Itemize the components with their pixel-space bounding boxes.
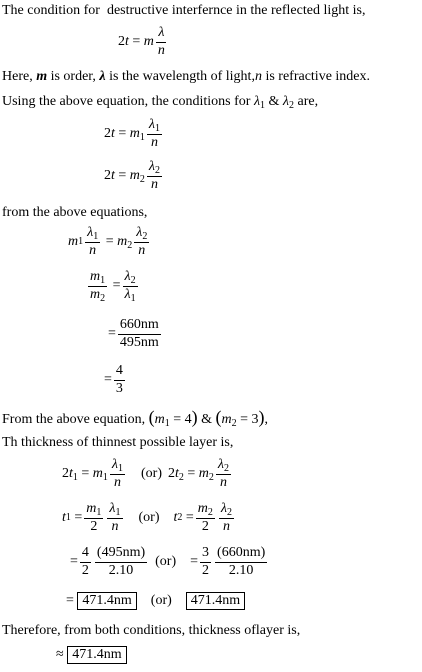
conditions-intro: Using the above equation, the conditions for $\lambda_1$ & $\lambda_2$ are, <box>2 94 319 111</box>
equation-equal: m 1 $\frac{\lambda_1}{n}$ = $m_2$ $\frac{\lambda_2}{n}$ <box>68 225 148 258</box>
condition-statement: The condition for destructive interfernce in the reflected light is, <box>2 3 366 18</box>
final-answer: ≈ 471.4nm <box>56 646 127 664</box>
definitions-text: Here, m is order, λ is the wavelength of light,n is refractive index. <box>2 69 371 84</box>
conclusion-text: Therefore, from both conditions, thickness oflayer is, <box>2 623 301 638</box>
final-answer-box: 471.4nm <box>67 646 126 664</box>
equation-main: 2t = m $\frac{\lambda}{n}$ <box>118 25 165 58</box>
equation-thickness-both: $2t_1 = m_1$ $\frac{\lambda_1}{n}$ (or) $2t_2 = m_2$ $\frac{\lambda_2}{n}$ <box>62 457 229 490</box>
result-box-2: 471.4nm <box>186 592 245 610</box>
equation-lambda2: $2t = m_2$ $\frac{\lambda_2}{n}$ <box>104 159 160 192</box>
thinnest-layer-text: Th thickness of thinnest possible layer is, <box>2 435 234 450</box>
equation-substitution: = $\frac{4}{2}$ $\frac{(495nm)}{2.10}$ (or) = $\frac{3}{2}$ $\frac{(660nm)}{2.10}$ <box>70 545 266 578</box>
from-equations-text: from the above equations, <box>2 205 148 220</box>
equation-ratio: $\frac{m_1}{m_2}$ = $\frac{\lambda_2}{\lambda_1}$ <box>90 269 136 304</box>
equation-four-thirds: = $\frac{4}{3}$ <box>104 363 123 396</box>
result-box-1: 471.4nm <box>77 592 136 610</box>
equation-result-both: = 471.4nm (or) 471.4nm <box>66 592 245 610</box>
equation-wavelength-ratio: = $\frac{660nm}{495nm}$ <box>108 317 159 350</box>
equation-lambda1: $2t = m_1$ $\frac{\lambda_1}{n}$ <box>104 117 160 150</box>
equation-thickness-solved: t 1 = $\frac{m_1}{2}$ $\frac{\lambda_1}{n}$ (or) t 2 = $\frac{m_2}{2}$ $\frac{\lambda_2}{n}$ <box>62 501 232 534</box>
order-values-text: From the above equation, $(m_1 = 4)$ & $(m_2 = 3)$, <box>2 407 269 429</box>
